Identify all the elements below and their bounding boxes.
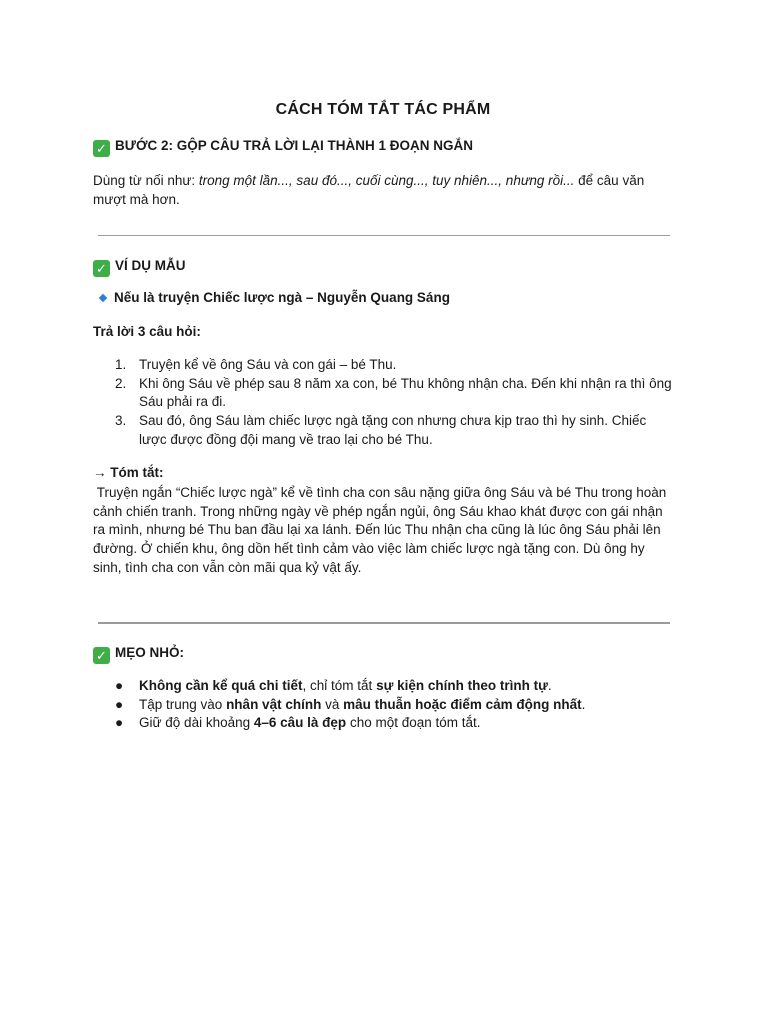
tips-list [93, 677, 673, 733]
list-number: 1. [115, 357, 127, 372]
small-blue-diamond-icon [99, 294, 107, 302]
divider [98, 622, 670, 624]
tip-bold: mâu thuẫn hoặc điểm cảm động nhất [343, 696, 582, 712]
tip-text: và [321, 696, 344, 712]
step2-text-suffix: để câu văn mượt mà hơn. [93, 173, 645, 207]
list-item-text: Sau đó, ông Sáu làm chiếc lược ngà tặng con nhưng chưa kịp trao thì hy sinh. Chiếc lược được đồng đội mang về trao lại cho bé Thu. [139, 413, 647, 447]
list-number: 2. [115, 375, 127, 391]
check-mark-icon: ✓ [93, 260, 110, 277]
tip-bold: Không cần kể quá chi tiết [139, 678, 303, 693]
tip-text: , chỉ tóm tắt [302, 678, 377, 693]
step2-paragraph [93, 171, 673, 209]
tip-text: cho một đoạn tóm tắt. [346, 715, 481, 731]
list-item [93, 412, 673, 449]
step2-heading [93, 138, 473, 157]
list-item [93, 677, 673, 696]
tip-bold: nhân vật chính [226, 696, 322, 712]
list-item [93, 714, 673, 733]
tip-text: . [581, 696, 586, 712]
answer-label: Trả lời 3 câu hỏi: [93, 324, 201, 339]
step2-text-connectors: trong một lần..., sau đó..., cuối cùng..., tuy nhiên..., nhưng rồi... [198, 173, 575, 188]
example-heading-text: VÍ DỤ MẪU [115, 258, 186, 273]
example-heading [93, 258, 186, 277]
tip-bold: 4–6 câu là đẹp [253, 715, 347, 731]
bullet-icon: ● [115, 696, 124, 712]
list-item [93, 696, 673, 715]
list-item [93, 356, 673, 375]
summary-paragraph: Truyện ngắn “Chiếc lược ngà” kể về tình cha con sâu nặng giữa ông Sáu và bé Thu trong hoàn cảnh chiến tranh. Trong những ngày về phép ngắn ngủi, ông Sáu khao khát được con gái nhận ra mình, nhưng bé Thu ban đầu lại xa lánh. Đến lúc Thu nhận cha cũng là lúc ông Sáu phải lên đường. Ở chiến khu, ông dồn hết tình cảm vào việc làm chiếc lược ngà tặng con. Dù ông hy sinh, tình cha con vẫn còn mãi qua kỷ vật ấy. [93, 485, 671, 575]
check-mark-icon: ✓ [93, 647, 110, 664]
page-title: CÁCH TÓM TẮT TÁC PHẨM [275, 101, 491, 118]
check-mark-icon: ✓ [93, 140, 110, 157]
list-item-text: Khi ông Sáu về phép sau 8 năm xa con, bé Thu không nhận cha. Đến khi nhận ra thì ông Sáu phải ra đi. [139, 375, 672, 410]
tip-text: Giữ độ dài khoảng [139, 715, 254, 731]
bullet-icon: ● [115, 715, 124, 731]
list-item [93, 375, 673, 412]
divider [98, 235, 670, 236]
summary-label: → Tóm tắt: [93, 465, 164, 480]
step2-heading-text: BƯỚC 2: GỘP CÂU TRẢ LỜI LẠI THÀNH 1 ĐOẠN NGẮN [115, 138, 473, 153]
answers-list [93, 356, 673, 450]
tip-text: Tập trung vào [139, 696, 227, 712]
step2-text-prefix: Dùng từ nối như: [93, 173, 199, 188]
example-story-label: Nếu là truyện Chiếc lược ngà – Nguyễn Quang Sáng [114, 290, 450, 305]
tip-bold: sự kiện chính theo trình tự [376, 678, 548, 693]
list-item-text: Truyện kể về ông Sáu và con gái – bé Thu. [139, 357, 397, 372]
tip-text: . [547, 678, 552, 693]
tips-heading-text: MẸO NHỎ: [115, 645, 184, 660]
list-number: 3. [115, 413, 127, 429]
tips-heading [93, 645, 184, 664]
bullet-icon: ● [115, 678, 124, 693]
